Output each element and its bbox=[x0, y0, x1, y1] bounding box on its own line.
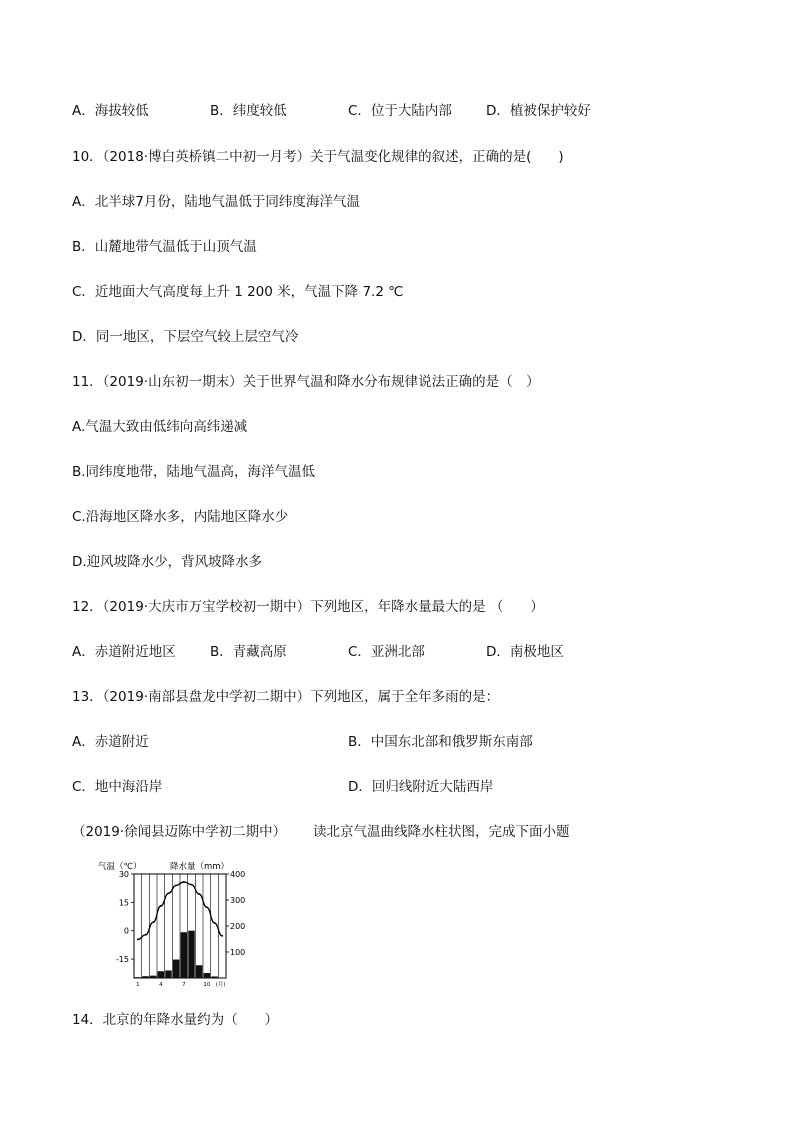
right-axis-label: 降水量（mm） bbox=[170, 862, 230, 872]
group-instruction: 读北京气温曲线降水柱状图，完成下面小题 bbox=[313, 824, 570, 840]
q10-option-d: D．同一地区，下层空气较上层空气冷 bbox=[72, 329, 299, 345]
q13-option-b: B．中国东北部和俄罗斯东南部 bbox=[348, 734, 533, 750]
q10-option-a: A．北半球7月份，陆地气温低于同纬度海洋气温 bbox=[72, 194, 360, 210]
right-tick-label: 300 bbox=[230, 896, 246, 905]
precipitation-bar bbox=[204, 973, 210, 978]
q10-stem: 10．（2018·博白英桥镇二中初一月考）关于气温变化规律的叙述，正确的是( ) bbox=[72, 149, 564, 165]
x-axis-ticks bbox=[136, 980, 225, 988]
x-tick-label: (月) bbox=[215, 982, 226, 988]
left-tick-label: -15 bbox=[115, 955, 129, 965]
q12-stem: 12．（2019·大庆市万宝学校初一期中）下列地区，年降水量最大的是 （ ） bbox=[72, 599, 544, 615]
climate-chart bbox=[96, 858, 268, 990]
precipitation-bar bbox=[150, 976, 156, 978]
right-axis-ticks bbox=[230, 870, 245, 957]
q12-option-b: B．青藏高原 bbox=[210, 644, 287, 660]
precipitation-bar bbox=[211, 976, 217, 978]
right-tick-label: 200 bbox=[230, 922, 246, 931]
q11-option-c: C.沿海地区降水多，内陆地区降水少 bbox=[72, 509, 289, 525]
q11-option-d: D.迎风坡降水少，背风坡降水多 bbox=[72, 554, 263, 570]
left-tick-label: 15 bbox=[118, 898, 129, 908]
x-tick-label: 7 bbox=[182, 982, 186, 988]
precipitation-bar bbox=[181, 932, 187, 978]
q11-option-a: A.气温大致由低纬向高纬递减 bbox=[72, 419, 248, 435]
precipitation-bar bbox=[158, 971, 164, 978]
left-tick-label: 30 bbox=[118, 870, 129, 879]
left-axis-label: 气温（℃） bbox=[98, 862, 142, 872]
right-tick-label: 100 bbox=[230, 948, 246, 957]
q10-option-b: B．山麓地带气温低于山顶气温 bbox=[72, 239, 257, 255]
group-source: （2019·徐闻县迈陈中学初二期中） bbox=[72, 824, 287, 840]
q11-stem: 11．（2019·山东初一期末）关于世界气温和降水分布规律说法正确的是（ ） bbox=[72, 374, 540, 390]
precipitation-bar bbox=[135, 977, 141, 978]
precipitation-bar bbox=[173, 960, 179, 978]
q10-option-c: C．近地面大气高度每上升 1 200 米，气温下降 7.2 ℃ bbox=[72, 284, 404, 300]
x-tick-label: 10 bbox=[203, 982, 211, 988]
q9-option-a: A．海拔较低 bbox=[72, 103, 149, 119]
q13-stem: 13．（2019·南部县盘龙中学初二期中）下列地区，属于全年多雨的是： bbox=[72, 689, 500, 705]
left-tick-label: 0 bbox=[123, 926, 129, 936]
x-tick-label: 4 bbox=[159, 982, 163, 988]
q13-option-a: A．赤道附近 bbox=[72, 734, 149, 750]
q12-option-d: D．南极地区 bbox=[486, 644, 564, 660]
precipitation-bar bbox=[219, 977, 225, 978]
precipitation-bar bbox=[165, 970, 171, 978]
x-tick-label: 1 bbox=[136, 982, 140, 988]
q11-option-b: B.同纬度地带，陆地气温高，海洋气温低 bbox=[72, 464, 316, 480]
q14-stem: 14．北京的年降水量约为（ ） bbox=[72, 1012, 279, 1028]
q9-option-c: C．位于大陆内部 bbox=[348, 103, 452, 119]
q12-option-c: C．亚洲北部 bbox=[348, 644, 425, 660]
precipitation-bar bbox=[142, 976, 148, 978]
q13-option-d: D．回归线附近大陆西岸 bbox=[348, 779, 494, 795]
left-axis-ticks bbox=[116, 870, 129, 964]
climate-chart-svg bbox=[96, 858, 268, 990]
q12-option-a: A．赤道附近地区 bbox=[72, 644, 176, 660]
precipitation-bar bbox=[196, 965, 202, 978]
q9-option-b: B．纬度较低 bbox=[210, 103, 287, 119]
q9-option-d: D．植被保护较好 bbox=[486, 103, 591, 119]
chart-grid bbox=[131, 874, 229, 978]
precipitation-bar bbox=[188, 931, 194, 978]
right-tick-label: 400 bbox=[230, 870, 246, 879]
q13-option-c: C．地中海沿岸 bbox=[72, 779, 163, 795]
